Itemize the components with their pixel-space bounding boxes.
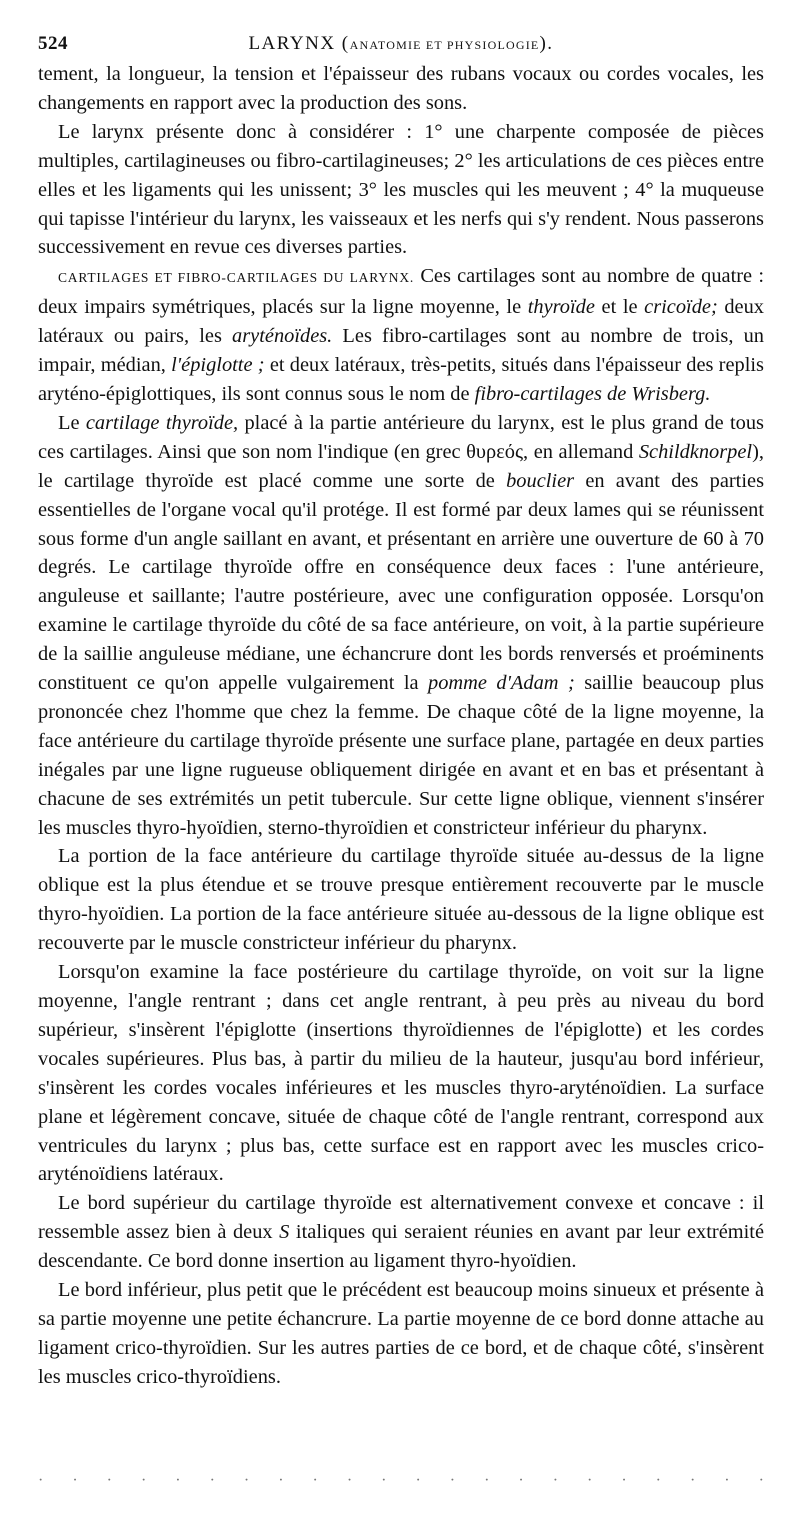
italic-term: thyroïde [527,296,595,319]
italic-term: l'épiglotte ; [171,354,265,377]
paragraph-upper-border [38,1189,764,1276]
italic-term: fibro-cartilages de Wrisberg. [474,382,711,405]
text-run: et deux latéraux, très-petits, situés dans l'épaisseur des replis aryténo-épiglottiques, ils sont connus sous le nom de [38,354,764,405]
running-title-main: LARYNX ( [248,33,350,54]
text-run: Ces cartilages sont au nombre de quatre : deux impairs symétriques, placés sur la ligne moyenne, le [38,265,765,319]
text-run: italiques qui seraient réunies en avant par leur extrémité descendante. Ce bord donne insertion au ligament thyro-hyoïdien. [38,1221,764,1273]
paragraph-thyroid [38,409,764,843]
text-run: Les fibro-cartilages sont au nombre de trois, un impair, médian, [38,325,764,377]
running-title [38,28,764,61]
dot: · [724,1472,730,1489]
running-head [38,28,764,60]
dot: · [209,1472,215,1489]
italic-term: S [279,1221,290,1244]
section-heading: CARTILAGES ET FIBRO-CARTILAGES DU LARYNX. [58,270,415,286]
text-run: et le [594,296,645,319]
text-run: Le bord supérieur du cartilage thyroïde est alternativement convexe et concave : il ressemble assez bien à deux [38,1192,764,1244]
dot: · [381,1472,387,1489]
running-title-subtitle: ANATOMIE ET PHYSIOLOGIE [349,38,540,52]
paragraph-posterior-face: Lorsqu'on examine la face postérieure du cartilage thyroïde, on voit sur la ligne moyenne, l'angle rentrant ; dans cet angle rentrant, à peu près au niveau du bord supérieur, s'insèrent l'épiglotte (insertions thyroïdiennes de l'épiglotte) et les cordes vocales supérieures. Plus bas, à partir du milieu de la hauteur, jusqu'au bord inférieur, s'insèrent les cordes vocales inférieures et les muscles thyro-aryténoïdien. La surface plane et légèrement concave, située de chaque côté de l'angle rentrant, correspond aux ventricules du larynx ; plus bas, cette surface est en rapport avec les muscles crico-aryténoïdiens latéraux. [38,961,764,1186]
text-run: en avant des parties essentielles de l'organe vocal qu'il protége. Il est formé par deux lames qui se réunissent sous forme d'un angle saillant en avant, et présentant en arrière une ouverture de 60 à 70 degrés. Le cartilage thyroïde offre en conséquence deux faces : l'une antérieure, anguleuse et saillante; l'autre postérieure, avec une configuration opposée. Lorsqu'on examine le cartilage thyroïde du côté de sa face antérieure, on voit, à la partie supérieure de la saillie anguleuse médiane, une échancrure dont les bords renversés et proéminents constituent ce qu'on appelle vulgairement la [38,469,764,695]
italic-term: aryténoïdes. [232,325,333,348]
italic-term: pomme d'Adam ; [428,672,575,695]
text-run: Le [58,411,86,434]
dot: · [175,1472,181,1489]
paragraph-continuation: tement, la longueur, la tension et l'épaisseur des rubans vocaux ou cordes vocales, les changements en rapport avec la production des sons. [38,63,764,114]
paragraph-lower-border: Le bord inférieur, plus petit que le précédent est beaucoup moins sinueux et présente à sa partie moyenne une petite échancrure. La partie moyenne de ce bord donne attache au ligament crico-thyroïdien. Sur les autres parties de ce bord, et de chaque côté, s'insèrent les muscles crico-thyroïdiens. [38,1279,764,1388]
text-run: placé à la partie antérieure du larynx, est le plus grand de tous ces cartilages. Ainsi que son nom l'indique (en grec θυρεός, en allemand [38,411,764,463]
paragraph-anterior-face: La portion de la face antérieure du cartilage thyroïde située au-dessus de la ligne oblique est la plus étendue et se trouve presque entièrement recouverte par le muscle thyro-hyoïdien. La portion de la face antérieure située au-dessous de la ligne oblique est recouverte par le muscle constricteur inférieur du pharynx. [38,845,764,955]
dot: · [38,1472,44,1489]
dot: · [278,1472,284,1489]
dot: · [587,1472,593,1489]
dot: · [518,1472,524,1489]
scan-artifact-dots [38,1472,764,1492]
dot: · [346,1472,353,1489]
dot: · [621,1472,627,1489]
dot: · [655,1472,661,1489]
italic-term: cricoïde; [644,296,718,319]
italic-term: bouclier [506,469,575,492]
dot: · [484,1472,490,1489]
dot: · [312,1472,318,1489]
text-run: saillie beaucoup plus prononcée chez l'homme que chez la femme. De chaque côté de la ligne moyenne, la face antérieure du cartilage thyroïde présente une surface plane, partagée en deux parties inégales par une ligne rugueuse obliquement dirigée en avant et en bas et présentant à chacune de ses extrémités un petit tubercule. Sur cette ligne oblique, viennent s'insérer les muscles thyro-hyoïdien, sterno-thyroïdien et constricteur inférieur du pharynx. [38,672,764,839]
text-run: ), le cartilage thyroïde est placé comme une sorte de [38,440,764,492]
italic-term: cartilage thyroïde, [85,411,239,434]
body-text [38,60,764,1392]
dot: · [415,1472,421,1489]
dot: · [758,1472,764,1489]
dot: · [140,1472,147,1489]
dot: · [106,1472,112,1489]
page-number: 524 [38,33,68,54]
dot: · [243,1472,250,1489]
text-run: deux latéraux ou pairs, les [38,296,764,348]
paragraph-cartilages [38,262,764,409]
italic-term: Schildknorpel [638,440,753,463]
dot: · [449,1472,456,1489]
dot: · [552,1472,559,1489]
dot: · [689,1472,696,1489]
dot: · [72,1472,78,1489]
running-title-end: ). [539,33,554,54]
paragraph-overview: Le larynx présente donc à considérer : 1° une charpente composée de pièces multiples, cartilagineuses ou fibro-cartilagineuses; 2° les articulations de ces pièces entre elles et les ligaments qui les unissent; 3° les muscles qui les meuvent ; 4° la muqueuse qui tapisse l'intérieur du larynx, les vaisseaux et les nerfs qui s'y rendent. Nous passerons successivement en revue ces diverses parties. [38,120,764,259]
